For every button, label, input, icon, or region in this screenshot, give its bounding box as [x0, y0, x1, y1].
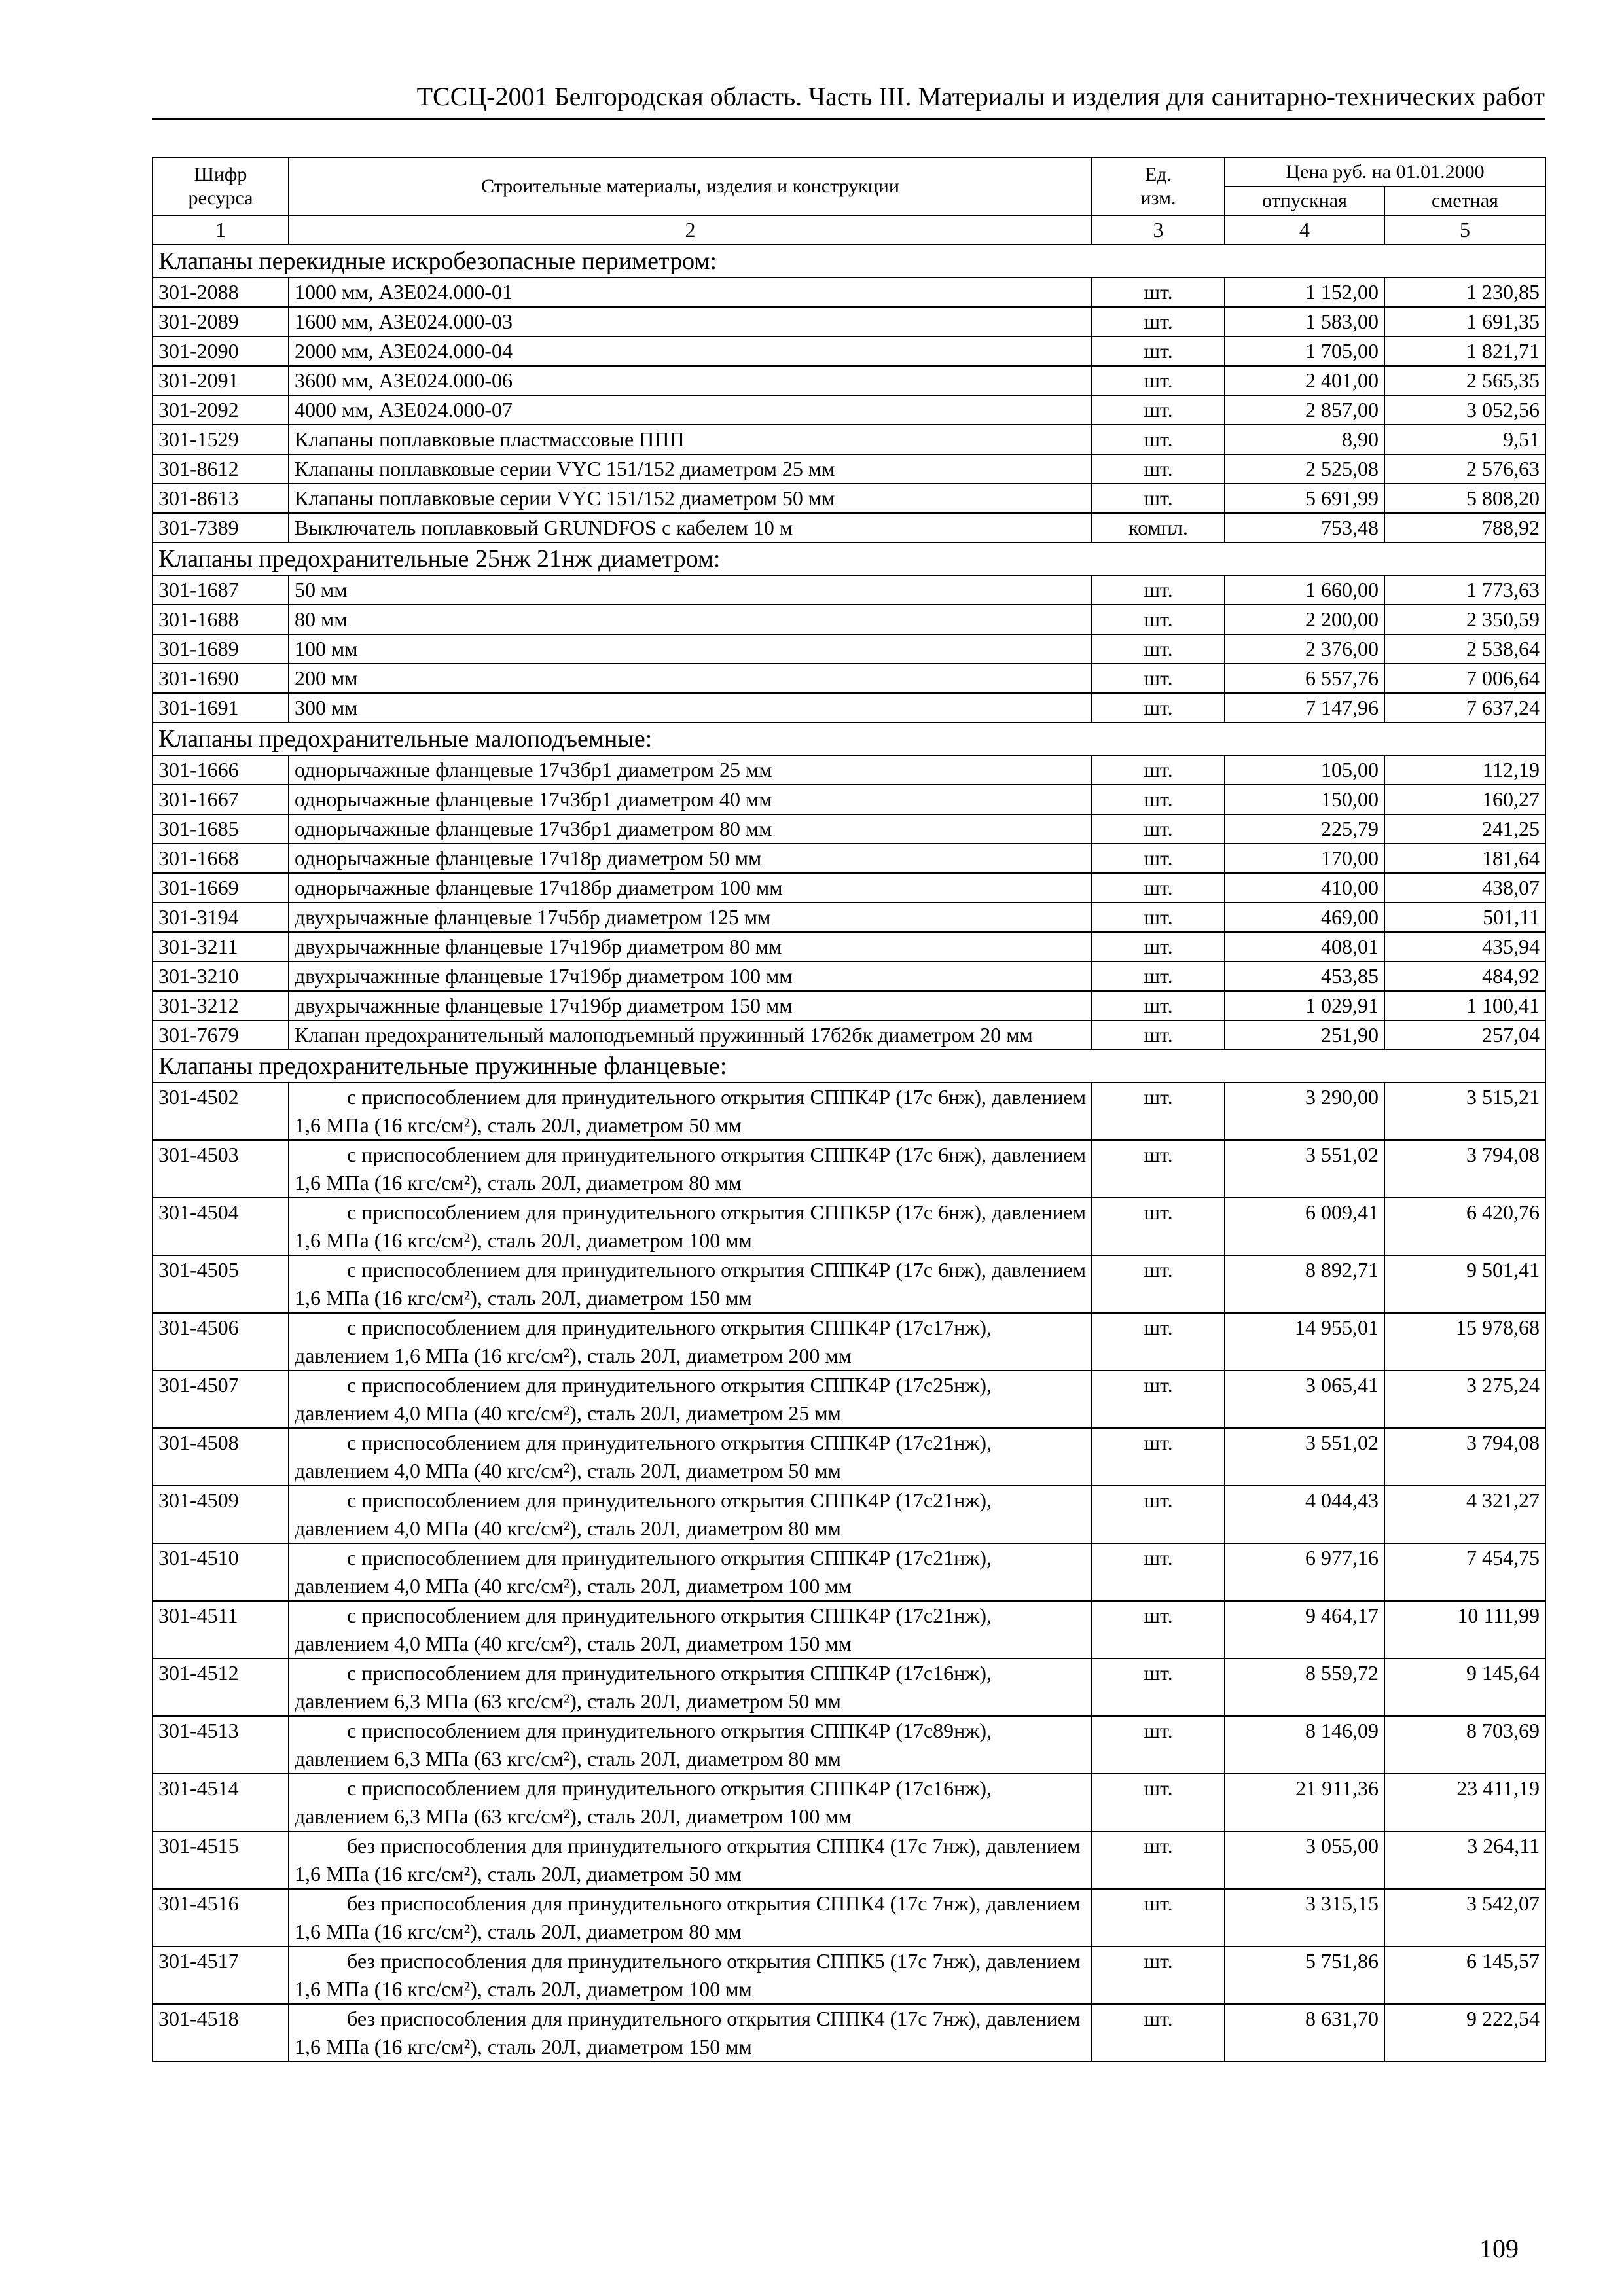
item-name: без приспособления для принудительного открытия СППК4 (17с 7нж), давлением 1,6 МПа (16 кгс/см²), сталь 20Л, диаметром 150 мм	[289, 2004, 1092, 2062]
table-row	[153, 664, 1545, 693]
estimate-price: 160,27	[1384, 785, 1545, 814]
item-name: однорычажные фланцевые 17ч18р диаметром 50 мм	[289, 844, 1092, 873]
resource-code: 301-1666	[153, 755, 289, 785]
release-price: 469,00	[1225, 903, 1384, 932]
resource-code: 301-8613	[153, 484, 289, 513]
item-name: 50 мм	[289, 575, 1092, 605]
estimate-price: 1 773,63	[1384, 575, 1545, 605]
group-title: Клапаны предохранительные 25нж 21нж диаметром:	[153, 543, 1545, 575]
header-name: Строительные материалы, изделия и конструкции	[289, 158, 1092, 215]
release-price: 2 401,00	[1225, 366, 1384, 395]
item-name: с приспособлением для принудительного открытия СППК4Р (17с89нж), давлением 6,3 МПа (63 кгс/см²), сталь 20Л, диаметром 80 мм	[289, 1716, 1092, 1774]
column-numbers-row	[153, 215, 1545, 245]
unit-cell: шт.	[1092, 1889, 1225, 1946]
resource-code: 301-2088	[153, 278, 289, 307]
unit-cell: шт.	[1092, 932, 1225, 961]
release-price: 6 009,41	[1225, 1198, 1384, 1255]
resource-code: 301-4502	[153, 1083, 289, 1140]
resource-code: 301-1687	[153, 575, 289, 605]
table-row	[153, 1083, 1545, 1140]
table-row	[153, 961, 1545, 991]
estimate-price: 3 264,11	[1384, 1831, 1545, 1889]
table-row	[153, 1543, 1545, 1601]
unit-cell: шт.	[1092, 1716, 1225, 1774]
release-price: 8,90	[1225, 425, 1384, 454]
table-row	[153, 634, 1545, 664]
unit-cell: шт.	[1092, 307, 1225, 336]
table-row	[153, 1601, 1545, 1659]
item-name: Клапаны поплавковые серии VYC 151/152 диаметром 50 мм	[289, 484, 1092, 513]
resource-code: 301-7679	[153, 1020, 289, 1050]
estimate-price: 7 637,24	[1384, 693, 1545, 723]
unit-cell: шт.	[1092, 664, 1225, 693]
unit-cell: шт.	[1092, 991, 1225, 1020]
release-price: 7 147,96	[1225, 693, 1384, 723]
estimate-price: 3 794,08	[1384, 1428, 1545, 1486]
resource-code: 301-1668	[153, 844, 289, 873]
item-name: без приспособления для принудительного открытия СППК5 (17с 7нж), давлением 1,6 МПа (16 кгс/см²), сталь 20Л, диаметром 100 мм	[289, 1946, 1092, 2004]
table-body	[153, 245, 1545, 2062]
estimate-price: 8 703,69	[1384, 1716, 1545, 1774]
estimate-price: 2 565,35	[1384, 366, 1545, 395]
resource-code: 301-3194	[153, 903, 289, 932]
item-name: Выключатель поплавковый GRUNDFOS с кабелем 10 м	[289, 513, 1092, 543]
item-name: 1600 мм, АЗЕ024.000-03	[289, 307, 1092, 336]
unit-cell: шт.	[1092, 425, 1225, 454]
release-price: 2 857,00	[1225, 395, 1384, 425]
release-price: 6 557,76	[1225, 664, 1384, 693]
unit-cell: шт.	[1092, 1020, 1225, 1050]
unit-cell: шт.	[1092, 755, 1225, 785]
table-row	[153, 1255, 1545, 1313]
item-name: с приспособлением для принудительного открытия СППК4Р (17с 6нж), давлением 1,6 МПа (16 кгс/см²), сталь 20Л, диаметром 50 мм	[289, 1083, 1092, 1140]
unit-cell: шт.	[1092, 1428, 1225, 1486]
estimate-price: 9 222,54	[1384, 2004, 1545, 2062]
release-price: 105,00	[1225, 755, 1384, 785]
estimate-price: 1 100,41	[1384, 991, 1545, 1020]
item-name: с приспособлением для принудительного открытия СППК4Р (17с25нж), давлением 4,0 МПа (40 кгс/см²), сталь 20Л, диаметром 25 мм	[289, 1371, 1092, 1428]
resource-code: 301-3211	[153, 932, 289, 961]
estimate-price: 257,04	[1384, 1020, 1545, 1050]
release-price: 225,79	[1225, 814, 1384, 844]
unit-cell: шт.	[1092, 961, 1225, 991]
unit-cell: шт.	[1092, 1543, 1225, 1601]
item-name: однорычажные фланцевые 17ч3бр1 диаметром 40 мм	[289, 785, 1092, 814]
estimate-price: 7 454,75	[1384, 1543, 1545, 1601]
item-name: 2000 мм, АЗЕ024.000-04	[289, 336, 1092, 366]
table-row	[153, 873, 1545, 903]
table-row	[153, 814, 1545, 844]
release-price: 453,85	[1225, 961, 1384, 991]
resource-code: 301-1667	[153, 785, 289, 814]
resource-code: 301-4511	[153, 1601, 289, 1659]
unit-cell: шт.	[1092, 1774, 1225, 1831]
resource-code: 301-4506	[153, 1313, 289, 1371]
resource-code: 301-1669	[153, 873, 289, 903]
resource-code: 301-1691	[153, 693, 289, 723]
unit-cell: шт.	[1092, 1601, 1225, 1659]
item-name: с приспособлением для принудительного открытия СППК4Р (17с21нж), давлением 4,0 МПа (40 кгс/см²), сталь 20Л, диаметром 50 мм	[289, 1428, 1092, 1486]
table-row	[153, 484, 1545, 513]
release-price: 8 146,09	[1225, 1716, 1384, 1774]
item-name: двухрычажнные фланцевые 17ч19бр диаметром 80 мм	[289, 932, 1092, 961]
group-row	[153, 245, 1545, 278]
unit-cell: шт.	[1092, 1831, 1225, 1889]
table-row	[153, 991, 1545, 1020]
table-row	[153, 513, 1545, 543]
estimate-price: 241,25	[1384, 814, 1545, 844]
estimate-price: 23 411,19	[1384, 1774, 1545, 1831]
item-name: двухрычажнные фланцевые 17ч19бр диаметром 150 мм	[289, 991, 1092, 1020]
unit-cell: шт.	[1092, 903, 1225, 932]
estimate-price: 3 794,08	[1384, 1140, 1545, 1198]
table-row	[153, 1774, 1545, 1831]
release-price: 5 691,99	[1225, 484, 1384, 513]
resource-code: 301-4509	[153, 1486, 289, 1543]
item-name: 4000 мм, АЗЕ024.000-07	[289, 395, 1092, 425]
release-price: 2 525,08	[1225, 454, 1384, 484]
table-row	[153, 605, 1545, 634]
table-row	[153, 2004, 1545, 2062]
price-table	[152, 157, 1546, 2062]
resource-code: 301-4515	[153, 1831, 289, 1889]
item-name: с приспособлением для принудительного открытия СППК4Р (17с16нж), давлением 6,3 МПа (63 кгс/см²), сталь 20Л, диаметром 50 мм	[289, 1659, 1092, 1716]
estimate-price: 788,92	[1384, 513, 1545, 543]
resource-code: 301-1688	[153, 605, 289, 634]
group-title: Клапаны предохранительные пружинные фланцевые:	[153, 1050, 1545, 1083]
item-name: 100 мм	[289, 634, 1092, 664]
resource-code: 301-1529	[153, 425, 289, 454]
item-name: 300 мм	[289, 693, 1092, 723]
unit-cell: шт.	[1092, 395, 1225, 425]
resource-code: 301-4517	[153, 1946, 289, 2004]
item-name: Клапаны поплавковые серии VYC 151/152 диаметром 25 мм	[289, 454, 1092, 484]
estimate-price: 9,51	[1384, 425, 1545, 454]
resource-code: 301-4507	[153, 1371, 289, 1428]
colnum-1: 1	[153, 215, 289, 245]
item-name: с приспособлением для принудительного открытия СППК4Р (17с16нж), давлением 6,3 МПа (63 кгс/см²), сталь 20Л, диаметром 100 мм	[289, 1774, 1092, 1831]
table-row	[153, 395, 1545, 425]
table-row	[153, 1659, 1545, 1716]
resource-code: 301-4514	[153, 1774, 289, 1831]
resource-code: 301-1690	[153, 664, 289, 693]
unit-cell: шт.	[1092, 844, 1225, 873]
estimate-price: 501,11	[1384, 903, 1545, 932]
unit-cell: шт.	[1092, 814, 1225, 844]
item-name: двухрычажнные фланцевые 17ч19бр диаметром 100 мм	[289, 961, 1092, 991]
header-release: отпускная	[1225, 187, 1384, 215]
table-row	[153, 1020, 1545, 1050]
release-price: 8 631,70	[1225, 2004, 1384, 2062]
resource-code: 301-4516	[153, 1889, 289, 1946]
item-name: с приспособлением для принудительного открытия СППК4Р (17с21нж), давлением 4,0 МПа (40 кгс/см²), сталь 20Л, диаметром 100 мм	[289, 1543, 1092, 1601]
unit-cell: шт.	[1092, 1313, 1225, 1371]
table-row	[153, 1716, 1545, 1774]
group-title: Клапаны перекидные искробезопасные периметром:	[153, 245, 1545, 278]
item-name: с приспособлением для принудительного открытия СППК4Р (17с 6нж), давлением 1,6 МПа (16 кгс/см²), сталь 20Л, диаметром 80 мм	[289, 1140, 1092, 1198]
table-row	[153, 1140, 1545, 1198]
unit-cell: шт.	[1092, 693, 1225, 723]
resource-code: 301-4505	[153, 1255, 289, 1313]
estimate-price: 438,07	[1384, 873, 1545, 903]
group-row	[153, 1050, 1545, 1083]
unit-cell: шт.	[1092, 278, 1225, 307]
item-name: с приспособлением для принудительного открытия СППК4Р (17с21нж), давлением 4,0 МПа (40 кгс/см²), сталь 20Л, диаметром 80 мм	[289, 1486, 1092, 1543]
unit-cell: шт.	[1092, 873, 1225, 903]
item-name: однорычажные фланцевые 17ч3бр1 диаметром 80 мм	[289, 814, 1092, 844]
release-price: 8 892,71	[1225, 1255, 1384, 1313]
estimate-price: 181,64	[1384, 844, 1545, 873]
unit-cell: шт.	[1092, 1486, 1225, 1543]
resource-code: 301-4508	[153, 1428, 289, 1486]
item-name: однорычажные фланцевые 17ч3бр1 диаметром 25 мм	[289, 755, 1092, 785]
estimate-price: 9 501,41	[1384, 1255, 1545, 1313]
release-price: 410,00	[1225, 873, 1384, 903]
item-name: 80 мм	[289, 605, 1092, 634]
resource-code: 301-4510	[153, 1543, 289, 1601]
table-row	[153, 1428, 1545, 1486]
release-price: 150,00	[1225, 785, 1384, 814]
estimate-price: 2 538,64	[1384, 634, 1545, 664]
unit-cell: шт.	[1092, 1255, 1225, 1313]
estimate-price: 9 145,64	[1384, 1659, 1545, 1716]
header-code: Шифр ресурса	[153, 158, 289, 215]
colnum-5: 5	[1384, 215, 1545, 245]
page-header: ТССЦ-2001 Белгородская область. Часть III. Материалы и изделия для санитарно-технических работ	[152, 77, 1545, 120]
resource-code: 301-4518	[153, 2004, 289, 2062]
release-price: 3 290,00	[1225, 1083, 1384, 1140]
estimate-price: 6 145,57	[1384, 1946, 1545, 2004]
estimate-price: 7 006,64	[1384, 664, 1545, 693]
release-price: 14 955,01	[1225, 1313, 1384, 1371]
resource-code: 301-2092	[153, 395, 289, 425]
release-price: 1 029,91	[1225, 991, 1384, 1020]
unit-cell: шт.	[1092, 484, 1225, 513]
item-name: однорычажные фланцевые 17ч18бр диаметром 100 мм	[289, 873, 1092, 903]
release-price: 753,48	[1225, 513, 1384, 543]
header-price: Цена руб. на 01.01.2000	[1225, 158, 1545, 187]
resource-code: 301-1689	[153, 634, 289, 664]
resource-code: 301-3212	[153, 991, 289, 1020]
release-price: 1 152,00	[1225, 278, 1384, 307]
resource-code: 301-8612	[153, 454, 289, 484]
table-row	[153, 755, 1545, 785]
resource-code: 301-4513	[153, 1716, 289, 1774]
table-row	[153, 903, 1545, 932]
table-row	[153, 1313, 1545, 1371]
release-price: 3 551,02	[1225, 1140, 1384, 1198]
item-name: Клапан предохранительный малоподъемный пружинный 17б2бк диаметром 20 мм	[289, 1020, 1092, 1050]
table-row	[153, 425, 1545, 454]
item-name: без приспособления для принудительного открытия СППК4 (17с 7нж), давлением 1,6 МПа (16 кгс/см²), сталь 20Л, диаметром 50 мм	[289, 1831, 1092, 1889]
resource-code: 301-4512	[153, 1659, 289, 1716]
estimate-price: 6 420,76	[1384, 1198, 1545, 1255]
group-row	[153, 543, 1545, 575]
unit-cell: шт.	[1092, 1083, 1225, 1140]
release-price: 4 044,43	[1225, 1486, 1384, 1543]
estimate-price: 435,94	[1384, 932, 1545, 961]
item-name: двухрычажные фланцевые 17ч5бр диаметром 125 мм	[289, 903, 1092, 932]
table-row	[153, 844, 1545, 873]
header-estimate: сметная	[1384, 187, 1545, 215]
release-price: 8 559,72	[1225, 1659, 1384, 1716]
item-name: 1000 мм, АЗЕ024.000-01	[289, 278, 1092, 307]
resource-code: 301-2089	[153, 307, 289, 336]
unit-cell: шт.	[1092, 785, 1225, 814]
release-price: 3 551,02	[1225, 1428, 1384, 1486]
table-row	[153, 307, 1545, 336]
group-row	[153, 723, 1545, 755]
table-row	[153, 1198, 1545, 1255]
item-name: с приспособлением для принудительного открытия СППК4Р (17с21нж), давлением 4,0 МПа (40 кгс/см²), сталь 20Л, диаметром 150 мм	[289, 1601, 1092, 1659]
table-row	[153, 785, 1545, 814]
unit-cell: шт.	[1092, 1946, 1225, 2004]
estimate-price: 2 350,59	[1384, 605, 1545, 634]
table-row	[153, 366, 1545, 395]
estimate-price: 1 821,71	[1384, 336, 1545, 366]
unit-cell: шт.	[1092, 1198, 1225, 1255]
resource-code: 301-7389	[153, 513, 289, 543]
release-price: 2 376,00	[1225, 634, 1384, 664]
colnum-3: 3	[1092, 215, 1225, 245]
colnum-4: 4	[1225, 215, 1384, 245]
table-row	[153, 932, 1545, 961]
unit-cell: шт.	[1092, 2004, 1225, 2062]
release-price: 1 660,00	[1225, 575, 1384, 605]
estimate-price: 3 542,07	[1384, 1889, 1545, 1946]
unit-cell: шт.	[1092, 336, 1225, 366]
unit-cell: шт.	[1092, 605, 1225, 634]
unit-cell: шт.	[1092, 575, 1225, 605]
release-price: 170,00	[1225, 844, 1384, 873]
release-price: 1 705,00	[1225, 336, 1384, 366]
unit-cell: шт.	[1092, 1140, 1225, 1198]
release-price: 3 315,15	[1225, 1889, 1384, 1946]
release-price: 9 464,17	[1225, 1601, 1384, 1659]
item-name: с приспособлением для принудительного открытия СППК5Р (17с 6нж), давлением 1,6 МПа (16 кгс/см²), сталь 20Л, диаметром 100 мм	[289, 1198, 1092, 1255]
header-unit: Ед. изм.	[1092, 158, 1225, 215]
unit-cell: шт.	[1092, 1659, 1225, 1716]
group-title: Клапаны предохранительные малоподъемные:	[153, 723, 1545, 755]
estimate-price: 4 321,27	[1384, 1486, 1545, 1543]
unit-cell: шт.	[1092, 454, 1225, 484]
resource-code: 301-4504	[153, 1198, 289, 1255]
unit-cell: шт.	[1092, 1371, 1225, 1428]
release-price: 408,01	[1225, 932, 1384, 961]
release-price: 2 200,00	[1225, 605, 1384, 634]
resource-code: 301-4503	[153, 1140, 289, 1198]
estimate-price: 1 230,85	[1384, 278, 1545, 307]
estimate-price: 15 978,68	[1384, 1313, 1545, 1371]
item-name: с приспособлением для принудительного открытия СППК4Р (17с17нж), давлением 1,6 МПа (16 кгс/см²), сталь 20Л, диаметром 200 мм	[289, 1313, 1092, 1371]
table-row	[153, 278, 1545, 307]
unit-cell: компл.	[1092, 513, 1225, 543]
table-row	[153, 336, 1545, 366]
resource-code: 301-2090	[153, 336, 289, 366]
release-price: 1 583,00	[1225, 307, 1384, 336]
resource-code: 301-2091	[153, 366, 289, 395]
table-row	[153, 693, 1545, 723]
estimate-price: 5 808,20	[1384, 484, 1545, 513]
item-name: Клапаны поплавковые пластмассовые ППП	[289, 425, 1092, 454]
table-row	[153, 1946, 1545, 2004]
resource-code: 301-1685	[153, 814, 289, 844]
estimate-price: 3 052,56	[1384, 395, 1545, 425]
release-price: 5 751,86	[1225, 1946, 1384, 2004]
colnum-2: 2	[289, 215, 1092, 245]
release-price: 251,90	[1225, 1020, 1384, 1050]
release-price: 3 055,00	[1225, 1831, 1384, 1889]
resource-code: 301-3210	[153, 961, 289, 991]
estimate-price: 3 275,24	[1384, 1371, 1545, 1428]
item-name: без приспособления для принудительного открытия СППК4 (17с 7нж), давлением 1,6 МПа (16 кгс/см²), сталь 20Л, диаметром 80 мм	[289, 1889, 1092, 1946]
unit-cell: шт.	[1092, 366, 1225, 395]
table-row	[153, 1831, 1545, 1889]
release-price: 3 065,41	[1225, 1371, 1384, 1428]
release-price: 21 911,36	[1225, 1774, 1384, 1831]
estimate-price: 10 111,99	[1384, 1601, 1545, 1659]
item-name: 3600 мм, АЗЕ024.000-06	[289, 366, 1092, 395]
unit-cell: шт.	[1092, 634, 1225, 664]
table-row	[153, 575, 1545, 605]
estimate-price: 484,92	[1384, 961, 1545, 991]
release-price: 6 977,16	[1225, 1543, 1384, 1601]
estimate-price: 2 576,63	[1384, 454, 1545, 484]
item-name: с приспособлением для принудительного открытия СППК4Р (17с 6нж), давлением 1,6 МПа (16 кгс/см²), сталь 20Л, диаметром 150 мм	[289, 1255, 1092, 1313]
table-row	[153, 1889, 1545, 1946]
page-number: 109	[1479, 2234, 1519, 2263]
item-name: 200 мм	[289, 664, 1092, 693]
estimate-price: 1 691,35	[1384, 307, 1545, 336]
table-row	[153, 454, 1545, 484]
estimate-price: 3 515,21	[1384, 1083, 1545, 1140]
table-row	[153, 1371, 1545, 1428]
table-row	[153, 1486, 1545, 1543]
estimate-price: 112,19	[1384, 755, 1545, 785]
